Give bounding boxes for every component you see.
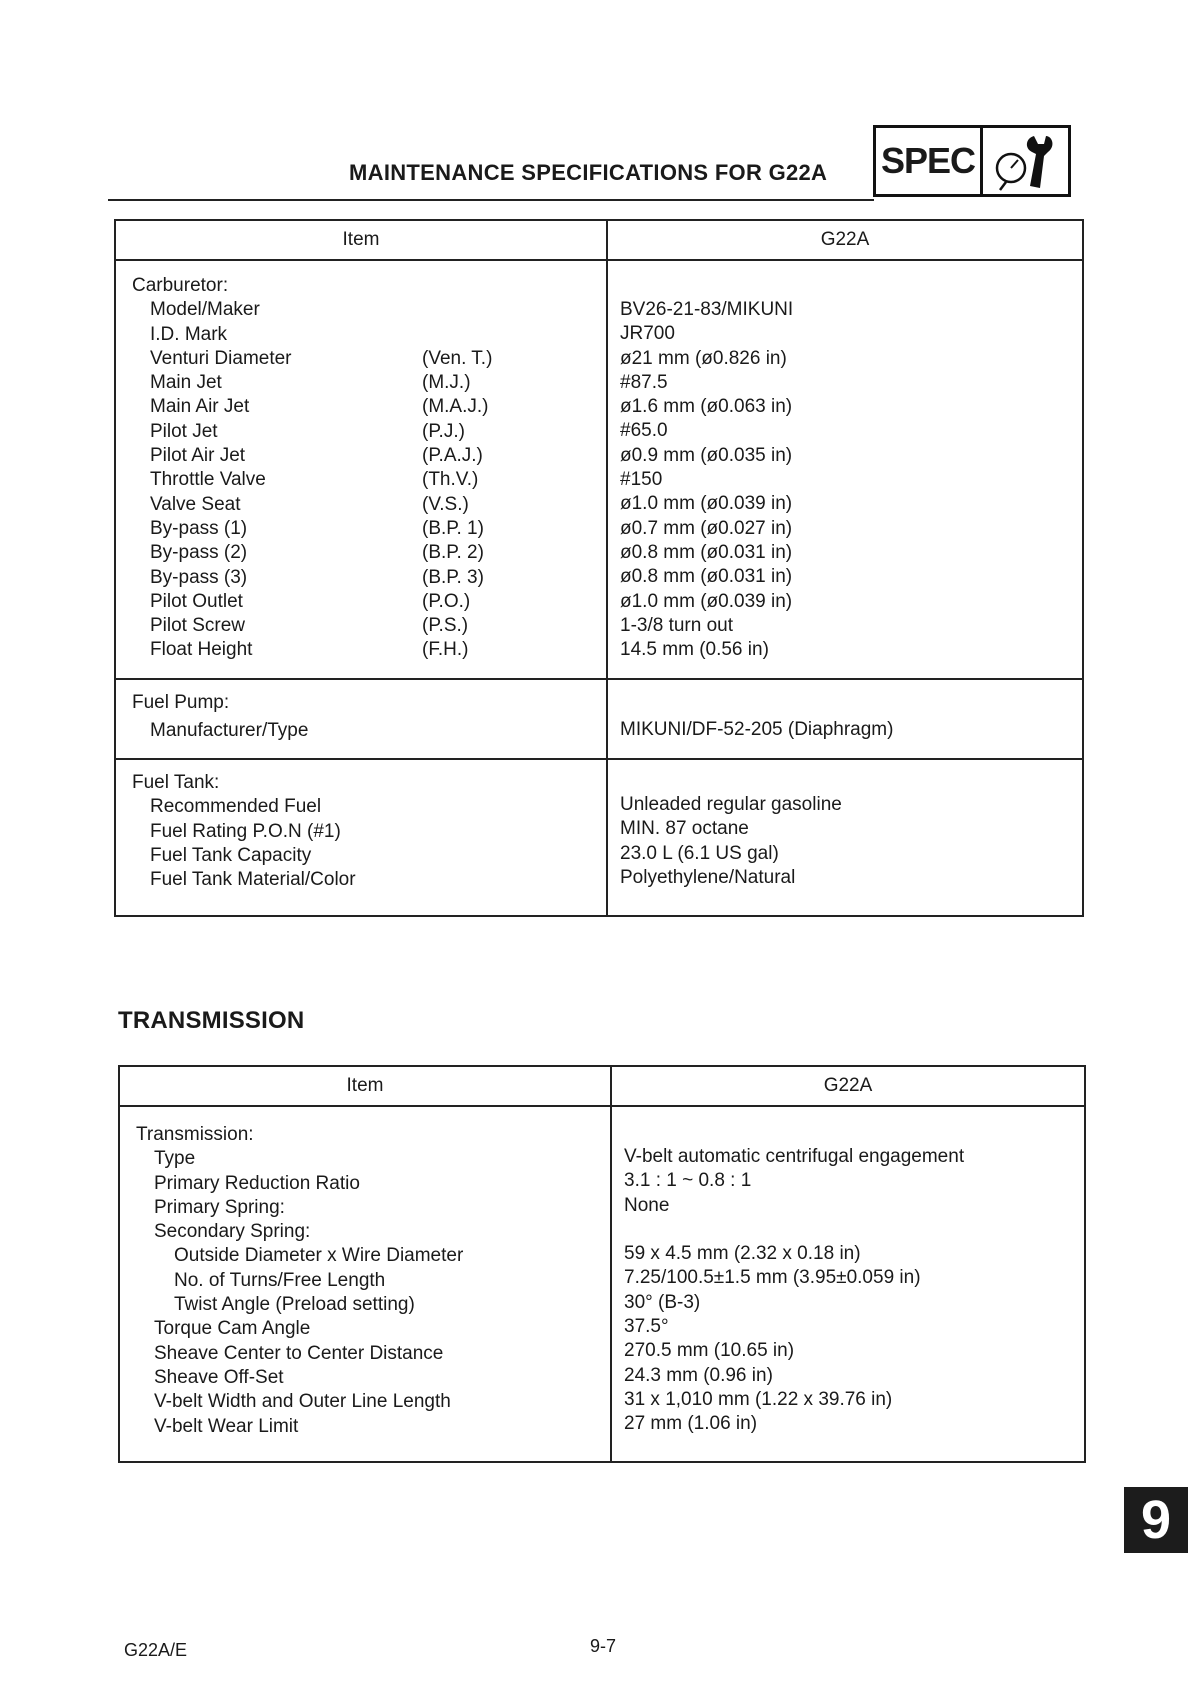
spec-row-label: Venturi Diameter (Ven. T.) xyxy=(150,347,493,369)
section-heading: Fuel Pump: xyxy=(132,692,230,713)
spec-row-label: Manufacturer/Type xyxy=(150,720,309,742)
spec-row-label: No. of Turns/Free Length xyxy=(174,1269,386,1291)
spec-row-value: 14.5 mm (0.56 in) xyxy=(620,639,769,661)
spec-row-value: V-belt automatic centrifugal engagement xyxy=(624,1146,965,1167)
section-heading: Carburetor: xyxy=(132,275,229,296)
spec-row-value: 31 x 1,010 mm (1.22 x 39.76 in) xyxy=(624,1388,893,1410)
spec-row-label: Main Air Jet (M.A.J.) xyxy=(150,396,489,418)
spec-row-label: Outside Diameter x Wire Diameter xyxy=(174,1245,464,1267)
transmission-heading: TRANSMISSION xyxy=(118,1007,305,1034)
section-heading: Fuel Tank: xyxy=(132,772,220,793)
spec-row-label: By-pass (1) (B.P. 1) xyxy=(150,517,484,539)
spec-row-value: #150 xyxy=(620,469,663,491)
spec-row-value: Polyethylene/Natural xyxy=(620,866,796,888)
spec-row-value: 24.3 mm (0.96 in) xyxy=(624,1364,773,1386)
page-number: 9-7 xyxy=(590,1636,617,1656)
table-header xyxy=(116,221,1082,261)
spec-row-value: 3.1 : 1 ~ 0.8 : 1 xyxy=(624,1170,752,1192)
footer-model-code: G22A/E xyxy=(124,1640,188,1660)
spec-row-value: ø0.7 mm (ø0.027 in) xyxy=(620,517,793,539)
spec-row-label: V-belt Wear Limit xyxy=(154,1415,299,1437)
spec-row-value: #65.0 xyxy=(620,420,668,442)
spec-row-value: MIKUNI/DF-52-205 (Diaphragm) xyxy=(620,719,894,740)
spec-row-label: Main Jet (M.J.) xyxy=(150,372,471,394)
spec-row-value: ø0.8 mm (ø0.031 in) xyxy=(620,566,793,588)
spec-row-label: By-pass (2) (B.P. 2) xyxy=(150,542,484,564)
spec-row-value: ø21 mm (ø0.826 in) xyxy=(620,347,787,369)
spec-row-label: Secondary Spring: xyxy=(154,1221,311,1243)
gauge-wrench-icon xyxy=(983,128,1068,194)
spec-row-value: ø0.8 mm (ø0.031 in) xyxy=(620,541,793,563)
spec-row-value: 270.5 mm (10.65 in) xyxy=(624,1340,795,1362)
spec-badge xyxy=(873,125,1071,197)
spec-row-label: V-belt Width and Outer Line Length xyxy=(154,1391,451,1413)
spec-label: SPEC xyxy=(876,128,983,194)
spec-row-value: ø1.0 mm (ø0.039 in) xyxy=(620,590,793,612)
column-header-item: Item xyxy=(116,221,608,259)
spec-row-label: Valve Seat (V.S.) xyxy=(150,493,469,515)
spec-row-label: Pilot Screw (P.S.) xyxy=(150,615,469,637)
column-header-model: G22A xyxy=(820,229,870,250)
spec-row-label: Pilot Jet (P.J.) xyxy=(150,420,465,442)
spec-row-value xyxy=(624,1218,1084,1242)
spec-row-label: Sheave Center to Center Distance xyxy=(154,1342,444,1364)
chapter-tab: 9 xyxy=(1124,1487,1188,1553)
spec-row-value: JR700 xyxy=(620,323,675,345)
spec-row-label: Fuel Tank Material/Color xyxy=(150,869,356,891)
spec-row-label: Fuel Tank Capacity xyxy=(150,844,312,866)
spec-row-value: ø0.9 mm (ø0.035 in) xyxy=(620,444,793,466)
spec-row-label: Twist Angle (Preload setting) xyxy=(174,1294,415,1316)
spec-row-value: MIN. 87 octane xyxy=(620,818,749,840)
header-divider xyxy=(108,199,874,201)
section-heading: Transmission: xyxy=(136,1124,254,1145)
transmission-section xyxy=(120,1107,1084,1463)
transmission-table xyxy=(118,1065,1086,1463)
spec-row-label: Sheave Off-Set xyxy=(154,1366,284,1388)
spec-row-label: Primary Spring: xyxy=(154,1196,285,1218)
spec-row-value: ø1.6 mm (ø0.063 in) xyxy=(620,396,793,418)
spec-row-value: ø1.0 mm (ø0.039 in) xyxy=(620,493,793,515)
spec-row-label: Pilot Air Jet (P.A.J.) xyxy=(150,445,483,467)
column-header-item: Item xyxy=(120,1067,612,1105)
carburetor-fuel-table xyxy=(114,219,1084,917)
spec-row-value: BV26-21-83/MIKUNI xyxy=(620,299,794,320)
spec-row-label: Throttle Valve (Th.V.) xyxy=(150,469,479,491)
spec-row-value: None xyxy=(624,1194,670,1216)
spec-row-value: 23.0 L (6.1 US gal) xyxy=(620,842,779,864)
carburetor-section xyxy=(116,261,1082,678)
spec-row-value: 7.25/100.5±1.5 mm (3.95±0.059 in) xyxy=(624,1267,921,1289)
spec-row-label: Model/Maker xyxy=(150,299,260,321)
fuel-pump-section xyxy=(116,678,1082,758)
column-header-model: G22A xyxy=(823,1075,873,1096)
spec-row-label: Torque Cam Angle xyxy=(154,1318,311,1340)
spec-row-label: Fuel Rating P.O.N (#1) xyxy=(150,820,341,842)
spec-row-value: #87.5 xyxy=(620,371,668,393)
page-title: MAINTENANCE SPECIFICATIONS FOR G22A xyxy=(349,160,828,185)
spec-row-value: 37.5° xyxy=(624,1316,669,1338)
spec-row-value: Unleaded regular gasoline xyxy=(620,794,842,815)
table-header xyxy=(120,1067,1084,1107)
spec-row-value: 1-3/8 turn out xyxy=(620,614,734,636)
spec-row-label: Recommended Fuel xyxy=(150,796,322,818)
spec-row-label: Type xyxy=(154,1148,196,1170)
spec-row-label: Primary Reduction Ratio xyxy=(154,1172,360,1194)
spec-row-label: Pilot Outlet (P.O.) xyxy=(150,590,471,612)
spec-row-value: 27 mm (1.06 in) xyxy=(624,1413,758,1435)
spec-row-value: 30° (B-3) xyxy=(624,1291,701,1313)
fuel-tank-section xyxy=(116,758,1082,917)
spec-row-value: 59 x 4.5 mm (2.32 x 0.18 in) xyxy=(624,1243,861,1265)
spec-row-label: By-pass (3) (B.P. 3) xyxy=(150,566,484,588)
spec-row-label: I.D. Mark xyxy=(150,323,228,345)
spec-row-label: Float Height (F.H.) xyxy=(150,639,469,661)
